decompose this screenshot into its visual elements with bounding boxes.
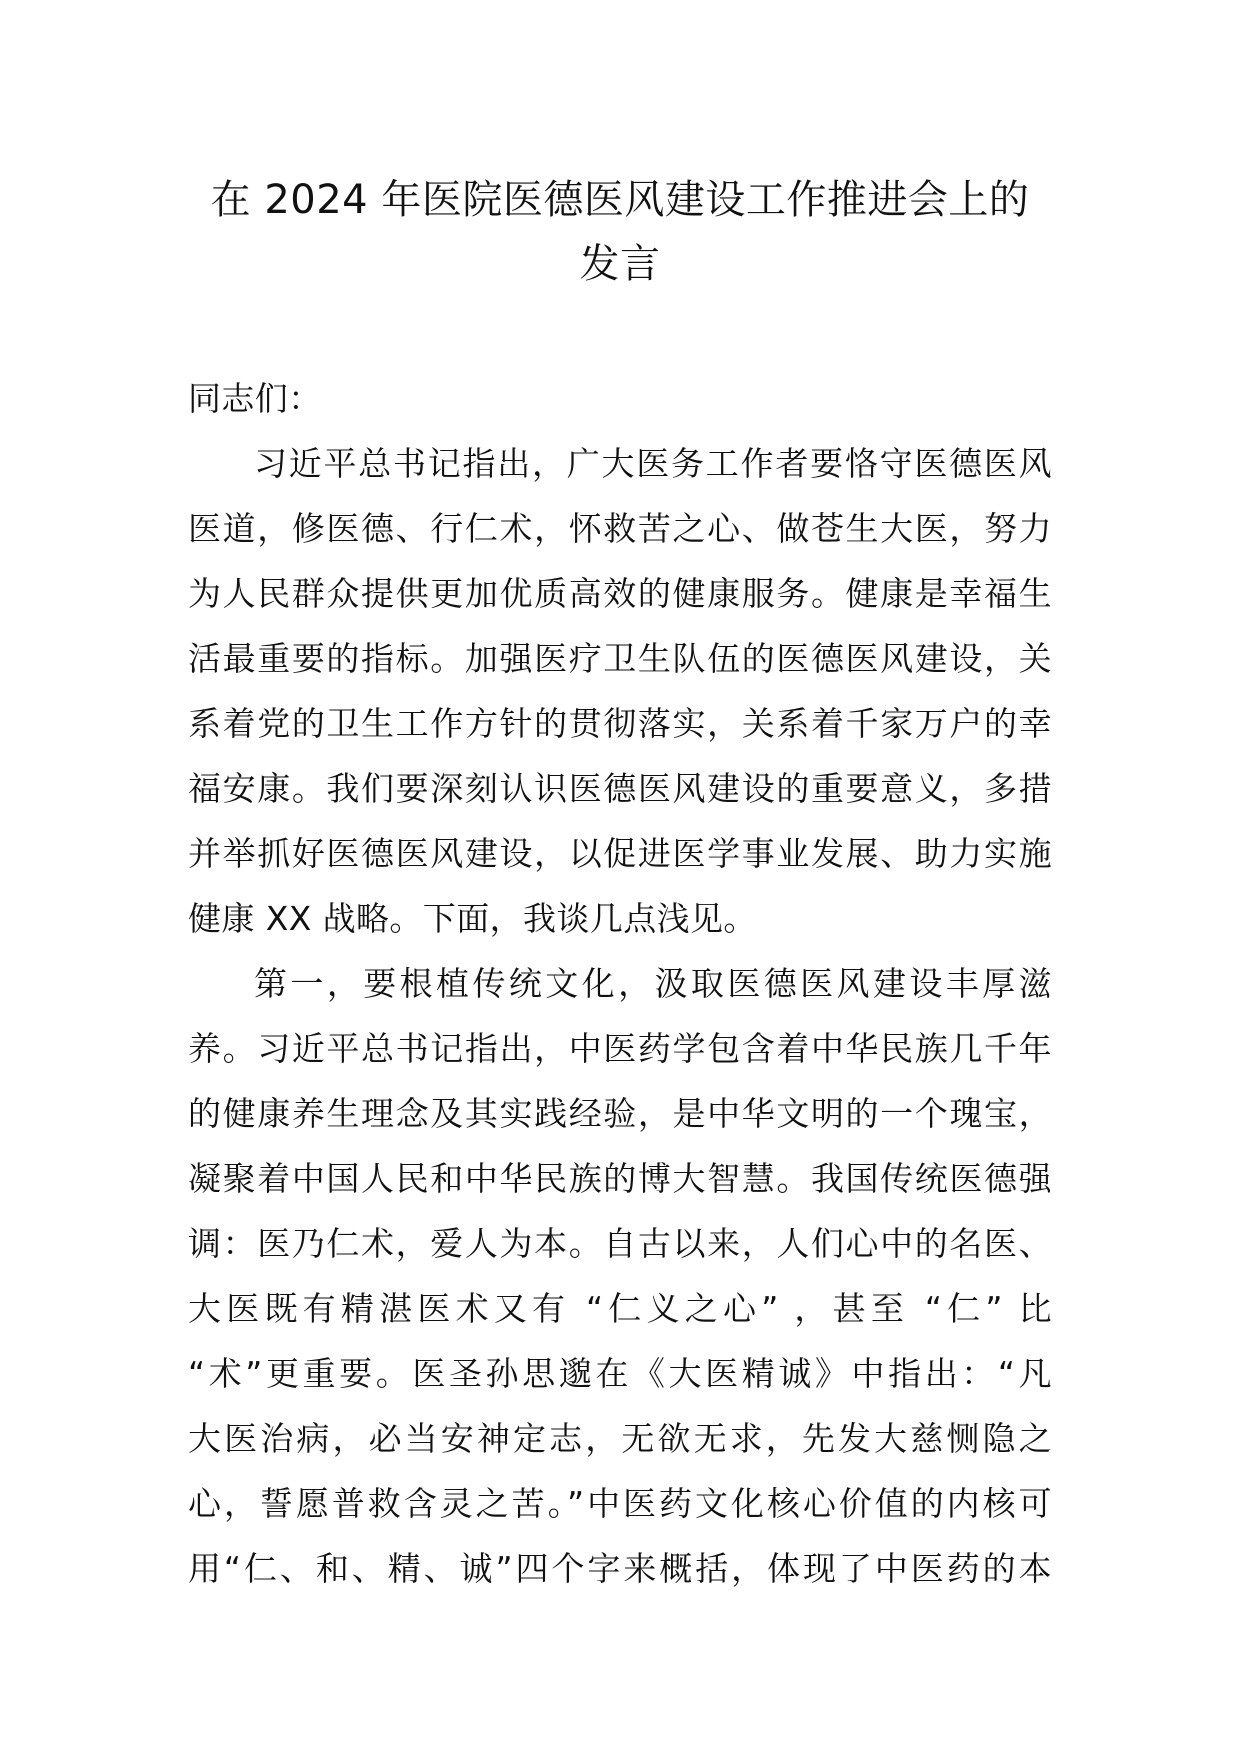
paragraph-line: 第一，要根植传统文化，汲取医德医风建设丰厚滋 bbox=[254, 964, 1052, 1003]
paragraph-line: “术”更重要。医圣孙思邈在《大医精诚》中指出：“凡 bbox=[188, 1354, 1052, 1393]
paragraph-line: 凝聚着中国人民和中华民族的博大智慧。我国传统医德强 bbox=[188, 1159, 1052, 1198]
paragraph-line: 调：医乃仁术，爱人为本。自古以来，人们心中的名医、 bbox=[188, 1224, 1052, 1263]
paragraph-line: 并举抓好医德医风建设，以促进医学事业发展、助力实施 bbox=[188, 834, 1052, 873]
paragraph-line: 用“仁、和、精、诚”四个字来概括，体现了中医药的本 bbox=[188, 1549, 1052, 1588]
document-body bbox=[188, 366, 1052, 1601]
title-line-1: 在 2024 年医院医德医风建设工作推进会上的 bbox=[210, 177, 1030, 223]
title-line-2: 发言 bbox=[579, 241, 661, 287]
salutation: 同志们： bbox=[188, 379, 322, 418]
paragraph-line: 为人民群众提供更加优质高效的健康服务。健康是幸福生 bbox=[188, 574, 1052, 613]
paragraph-line: 习近平总书记指出，广大医务工作者要恪守医德医风 bbox=[254, 444, 1052, 483]
paragraph-line: 大医既有精湛医术又有 “仁义之心” ，甚至 “仁” 比 bbox=[188, 1289, 1052, 1328]
paragraph-line: 大医治病，必当安神定志，无欲无求，先发大慈恻隐之 bbox=[188, 1419, 1052, 1458]
document-title bbox=[150, 168, 1090, 296]
paragraph-1 bbox=[188, 431, 1052, 951]
paragraph-line: 的健康养生理念及其实践经验，是中华文明的一个瑰宝， bbox=[188, 1094, 1052, 1133]
paragraph-line: 活最重要的指标。加强医疗卫生队伍的医德医风建设，关 bbox=[188, 639, 1052, 678]
paragraph-line: 医道，修医德、行仁术，怀救苦之心、做苍生大医，努力 bbox=[188, 509, 1052, 548]
paragraph-2 bbox=[188, 951, 1052, 1601]
paragraph-line: 养。习近平总书记指出，中医药学包含着中华民族几千年 bbox=[188, 1029, 1052, 1068]
paragraph-line: 系着党的卫生工作方针的贯彻落实，关系着千家万户的幸 bbox=[188, 704, 1052, 743]
paragraph-line: 福安康。我们要深刻认识医德医风建设的重要意义，多措 bbox=[188, 769, 1052, 808]
paragraph-line: 心，誓愿普救含灵之苦。”中医药文化核心价值的内核可 bbox=[188, 1484, 1052, 1523]
paragraph-line: 健康 XX 战略。下面，我谈几点浅见。 bbox=[188, 899, 757, 938]
